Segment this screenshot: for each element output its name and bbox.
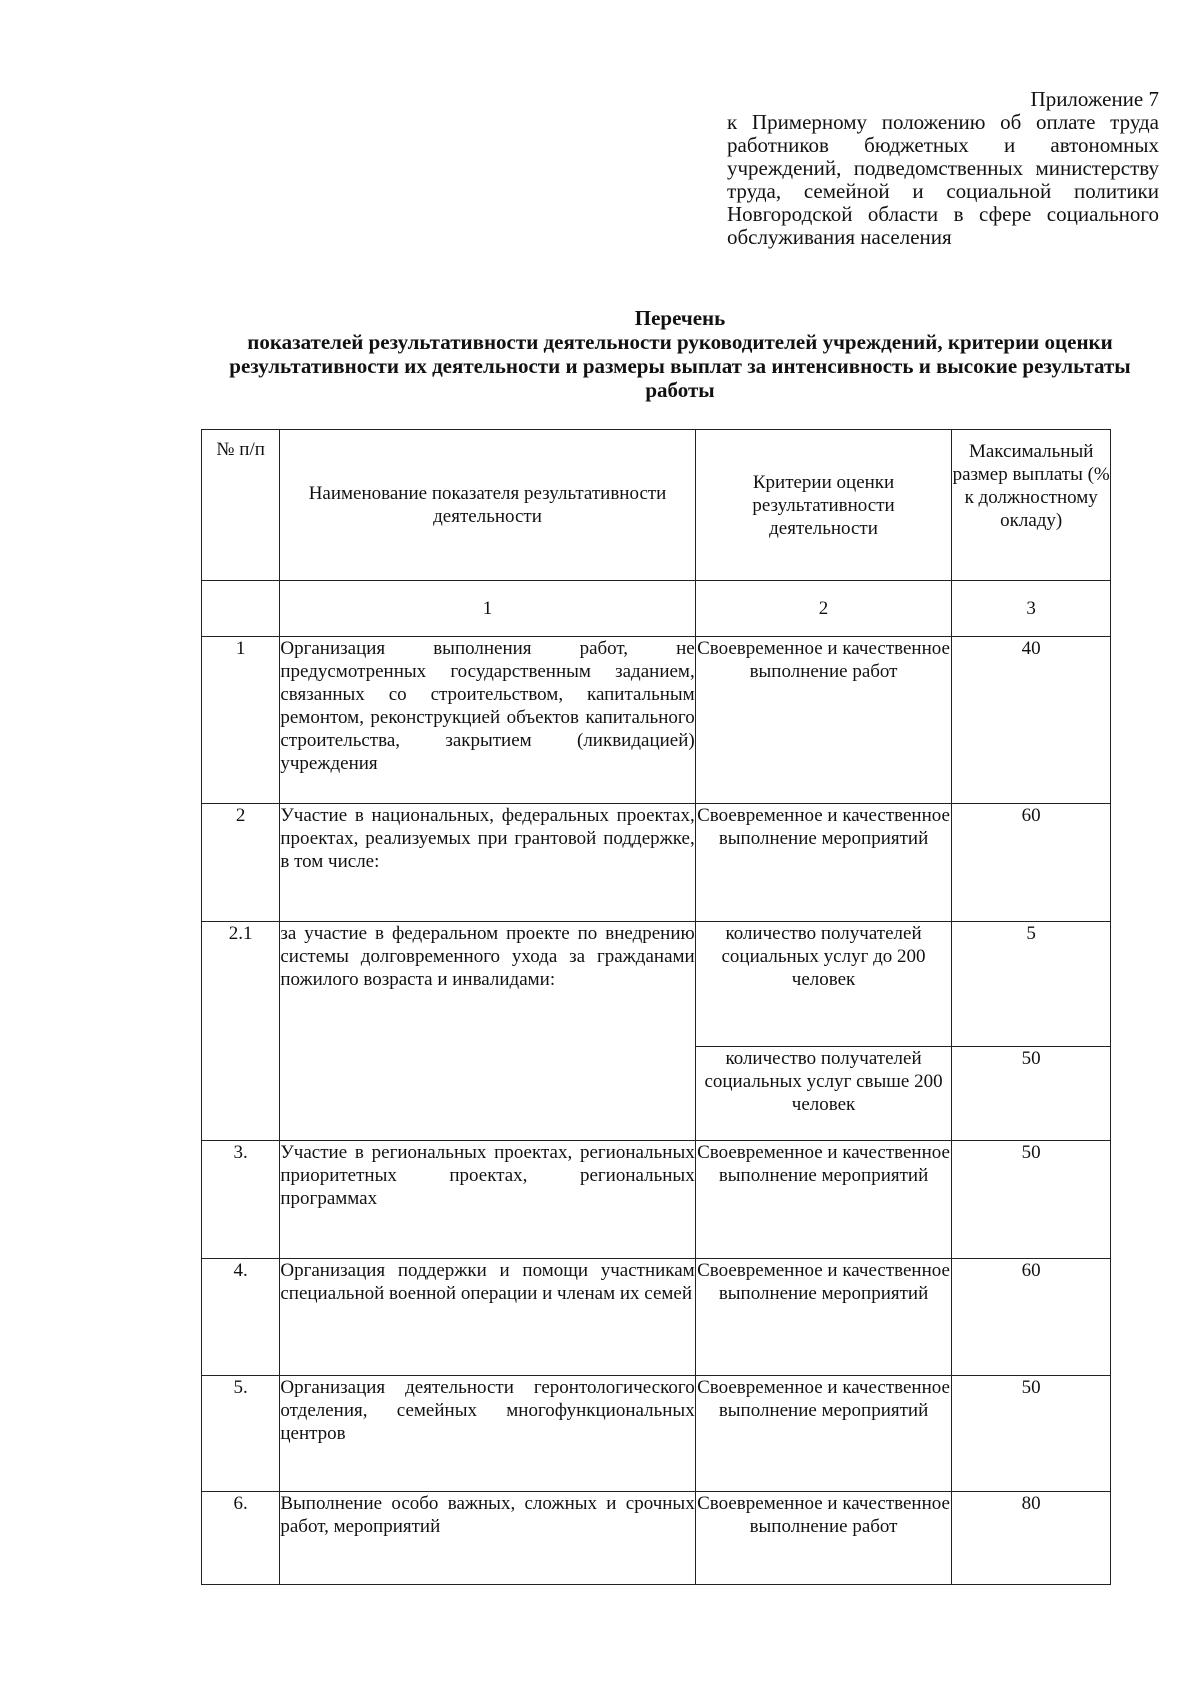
- row-num: 5.: [202, 1376, 280, 1492]
- row-criteria-2: количество получателей социальных услуг свыше 200 человек: [695, 1047, 952, 1141]
- row-name: Организация выполнения работ, не предусмотренных государственным заданием, связанных со строительством, капитальным ремонтом, реконструкцией объектов капитального строительства, закрытием (ликвидацией) учреждения: [280, 637, 695, 804]
- row-max-2: 50: [952, 1047, 1111, 1141]
- colnum-1: 1: [280, 581, 695, 637]
- heading-line1: Перечень: [634, 306, 726, 330]
- row-num: 2.1: [202, 922, 280, 1141]
- colnum-0: [202, 581, 280, 637]
- table-header-row: [202, 430, 1111, 581]
- header-criteria-text: Критерии оценки результативности деятельности: [752, 471, 895, 539]
- table-row: [202, 922, 1111, 1047]
- colnum-2: 2: [695, 581, 952, 637]
- row-max: 50: [952, 1376, 1111, 1492]
- row-criteria: Своевременное и качественное выполнение мероприятий: [695, 1376, 952, 1492]
- row-name: Участие в региональных проектах, региональных приоритетных проектах, региональных программах: [280, 1141, 695, 1259]
- header-num: [202, 430, 280, 581]
- appendix-title: Приложение 7: [1030, 87, 1159, 111]
- row-num: 4.: [202, 1259, 280, 1376]
- row-num: 1: [202, 637, 280, 804]
- row-criteria: Своевременное и качественное выполнение мероприятий: [695, 1259, 952, 1376]
- row-name: Организация поддержки и помощи участникам специальной военной операции и членам их семей: [280, 1259, 695, 1376]
- indicators-table: [201, 429, 1111, 1585]
- header-name: [280, 430, 695, 581]
- row-criteria: количество получателей социальных услуг до 200 человек: [695, 922, 952, 1047]
- table-row: [202, 637, 1111, 804]
- heading-line2: показателей результативности деятельности руководителей учреждений, критерии оценки результативности их деятельности и размеры выплат за интенсивность и высокие результаты работы: [229, 330, 1131, 402]
- row-max: 60: [952, 1259, 1111, 1376]
- colnum-3: 3: [952, 581, 1111, 637]
- row-num: 2: [202, 804, 280, 922]
- table-row: [202, 804, 1111, 922]
- header-criteria: [695, 430, 952, 581]
- header-max: [952, 430, 1111, 581]
- row-name: Организация деятельности геронтологического отделения, семейных многофункциональных центров: [280, 1376, 695, 1492]
- row-name: за участие в федеральном проекте по внедрению системы долговременного ухода за гражданами пожилого возраста и инвалидами:: [280, 922, 695, 1141]
- row-criteria: Своевременное и качественное выполнение работ: [695, 1492, 952, 1585]
- row-max: 40: [952, 637, 1111, 804]
- row-name: Выполнение особо важных, сложных и срочных работ, мероприятий: [280, 1492, 695, 1585]
- row-criteria: Своевременное и качественное выполнение мероприятий: [695, 804, 952, 922]
- column-numbers-row: [202, 581, 1111, 637]
- header-name-text: Наименование показателя результативности деятельности: [308, 483, 667, 527]
- appendix-body: к Примерному положению об оплате труда работников бюджетных и автономных учреждений, подведомственных министерству труда, семейной и социальной политики Новгородской области в сфере социального обслуживания населения: [727, 110, 1159, 249]
- row-name: Участие в национальных, федеральных проектах, проектах, реализуемых при грантовой поддержке, в том числе:: [280, 804, 695, 922]
- appendix-block: [727, 88, 1159, 249]
- row-max: 60: [952, 804, 1111, 922]
- table-row: [202, 1259, 1111, 1376]
- row-num: 3.: [202, 1141, 280, 1259]
- row-criteria: Своевременное и качественное выполнение работ: [695, 637, 952, 804]
- header-num-text: № п/п: [216, 439, 265, 460]
- row-max: 80: [952, 1492, 1111, 1585]
- header-max-text: Максимальный размер выплаты (% к должностному окладу): [952, 441, 1110, 531]
- document-heading: [205, 306, 1155, 402]
- table-row: [202, 1492, 1111, 1585]
- table-row: [202, 1376, 1111, 1492]
- row-criteria: Своевременное и качественное выполнение мероприятий: [695, 1141, 952, 1259]
- table-row: [202, 1141, 1111, 1259]
- row-max: 50: [952, 1141, 1111, 1259]
- row-max: 5: [952, 922, 1111, 1047]
- row-num: 6.: [202, 1492, 280, 1585]
